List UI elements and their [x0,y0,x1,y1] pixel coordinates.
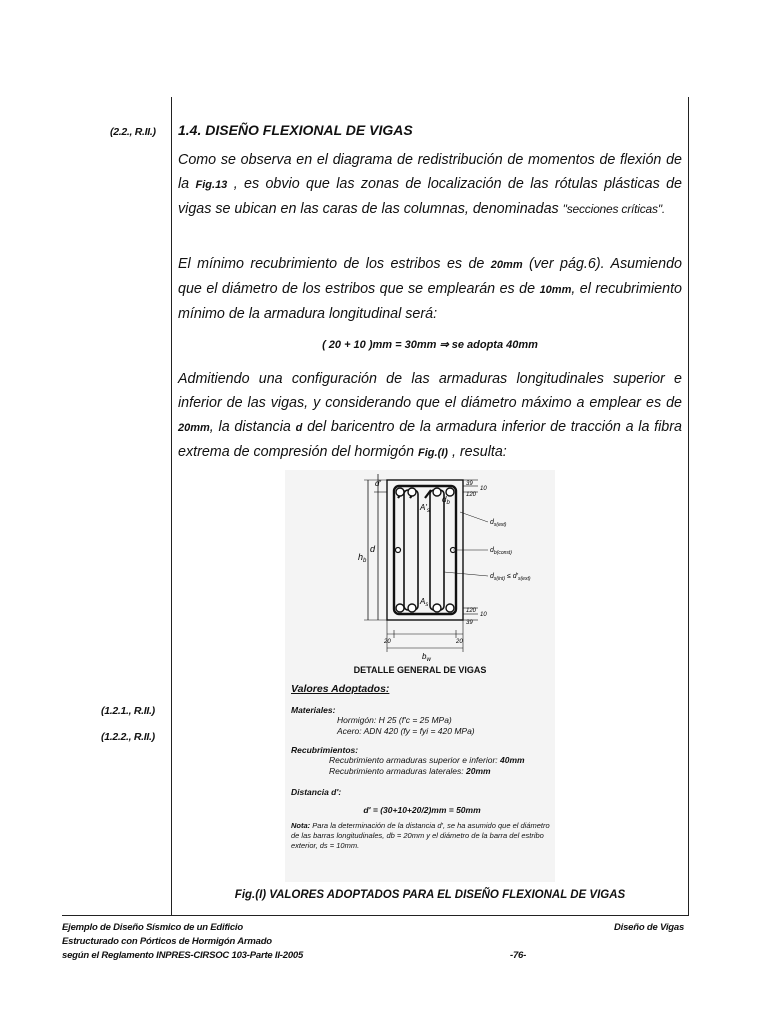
p3-text-c: del baricentro de la armadura inferior de tracción a la fibra extrema de compresión del hormigón [178,419,682,460]
footer-line-3: según el Reglamento INPRES-CIRSOC 103-Parte II-2005 [62,950,304,961]
p1-text-c: "secciones críticas". [562,202,666,216]
label-as-prime: $A'_s$ [420,503,430,514]
p1-text-a: Como se observa en el diagrama de redistribución de momentos de flexión de la [178,152,682,192]
dim-10-bottom: 10 [480,612,487,618]
p2-value-1: 20mm [490,259,523,271]
p1-text-b: , es obvio que las zonas de localización de las rótulas plásticas de vigas se ubican en las caras de las columnas, denominadas [178,176,682,217]
materials-label: Materiales: [291,705,336,715]
p3-value-2: d [295,422,303,434]
steel-line: Acero: ADN 420 (fy = fyi = 420 MPa) [337,726,475,736]
label-d-prime: d' [375,479,381,488]
label-ds-int: $d_{s(int)} \le d'_{s(ext)}$ [490,573,531,582]
cover-label: Recubrimientos: [291,745,359,755]
beam-section-diagram [340,472,550,672]
margin-ref-materials: (1.2.1., R.II.) [101,705,155,717]
p3-text-a: Admitiendo una configuración de las armaduras longitudinales superior e inferior de las vigas, y considerando que el diámetro máximo a emplear es de [178,371,682,411]
cover-line-1: Recubrimiento armaduras superior e inferior: 40mm [329,755,525,765]
detail-title: DETALLE GENERAL DE VIGAS [353,665,487,675]
figure-caption: Fig.(I) VALORES ADOPTADOS PARA EL DISEÑO FLEXIONAL DE VIGAS [234,889,626,901]
paragraph-1 [178,148,682,221]
paragraph-2 [178,252,682,326]
label-db-const: $d_{b(const)}$ [490,547,512,556]
dim-10-top: 10 [480,486,487,492]
page-number: -76- [510,950,527,961]
footer-rule [62,915,689,916]
label-ds-ext: $d_{s(ext)}$ [490,519,507,528]
section-title: 1.4. DISEÑO FLEXIONAL DE VIGAS [178,122,413,138]
distance-equation: d' = (30+10+20/2)mm = 50mm [363,805,481,815]
label-hb: $h_b$ [358,552,367,564]
values-title: Valores Adoptados: [291,683,390,695]
dim-39-bottom: 39 [466,620,473,626]
margin-ref-cover: (1.2.2., R.II.) [101,731,155,743]
right-margin-rule [688,97,689,915]
p1-fig-ref: Fig.13 [195,179,228,191]
left-margin-rule [171,97,172,915]
p2-text-b: (ver pág.6). Asumiendo que el diámetro de los estribos que se emplearán es de [178,256,682,297]
label-d: d [370,544,376,554]
cover-equation: ( 20 + 10 )mm = 30mm ⇒ se adopta 40mm [322,339,538,351]
p3-value-1: 20mm [178,422,210,434]
concrete-line: Hormigón: H 25 (f'c = 25 MPa) [337,715,452,725]
dim-120-top: 120 [466,492,477,498]
margin-ref-section: (2.2., R.II.) [110,126,156,138]
paragraph-3 [178,367,682,465]
dim-20-left: 20 [384,639,391,645]
p3-text-d: , resulta: [451,444,507,460]
adopted-values-block [291,683,553,851]
p3-text-b: , la distancia [209,419,291,435]
label-db: $d_b$ [442,495,450,506]
cover-line-2: Recubrimiento armaduras laterales: 20mm [329,766,491,776]
footer-section-name: Diseño de Vigas [614,922,685,933]
dim-39-top: 39 [466,481,473,487]
footer-line-1: Ejemplo de Diseño Sísmico de un Edificio [62,922,243,933]
p2-value-2: 10mm [539,284,572,296]
dim-120-bottom: 120 [466,608,477,614]
p2-text-a: El mínimo recubrimiento de los estribos es de [178,256,485,272]
dim-20-right: 20 [456,639,463,645]
note-paragraph: Nota: Para la determinación de la distancia d', se ha asumido que el diámetro de las barras longitudinales, db = 20mm y el diámetro de la barra del estribo exterior, ds = 10mm. [291,821,550,850]
label-bw: $b_w$ [422,652,431,663]
label-as: $A_s$ [420,597,429,608]
footer-line-2: Estructurado con Pórticos de Hormigón Armado [62,936,272,947]
p2-text-c: , el recubrimiento mínimo de la armadura longitudinal será: [178,281,683,322]
p3-fig-ref: Fig.(I) [418,447,448,459]
distance-label: Distancia d': [291,787,342,797]
